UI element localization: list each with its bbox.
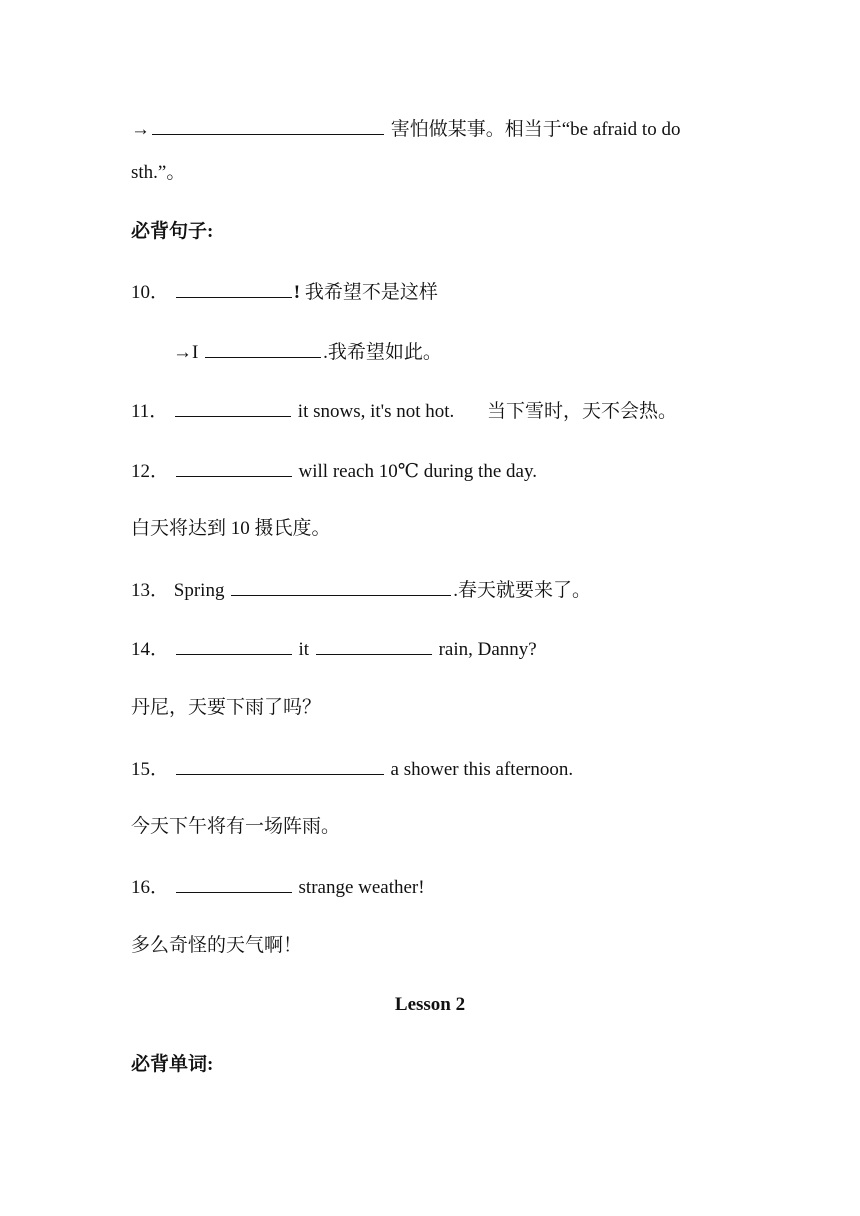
item-15-translation bbox=[131, 815, 760, 839]
lesson-title-text: Lesson 2 bbox=[394, 994, 466, 1015]
blank-field[interactable] bbox=[176, 636, 292, 655]
section-heading-text: 必背单词: bbox=[131, 1054, 214, 1075]
item-14 bbox=[131, 636, 760, 662]
item-10-reply bbox=[173, 339, 760, 365]
item-10 bbox=[131, 279, 760, 305]
item-cn-text: 当下雪时，天不会热。 bbox=[487, 401, 678, 422]
lesson-title bbox=[0, 993, 860, 1017]
blank-field[interactable] bbox=[175, 398, 291, 417]
blank-field[interactable] bbox=[176, 756, 384, 775]
item-mid-text: it bbox=[298, 639, 310, 660]
item-number: 15． bbox=[131, 759, 170, 780]
item-en-text: will reach 10℃ during the day. bbox=[298, 461, 537, 482]
blank-field[interactable] bbox=[231, 577, 451, 596]
item-16 bbox=[131, 874, 760, 900]
item-en-text: it snows, it's not hot. bbox=[297, 401, 455, 422]
item-14-translation bbox=[131, 696, 760, 720]
blank-field[interactable] bbox=[316, 636, 432, 655]
item-number: 12． bbox=[131, 461, 170, 482]
section-heading-sentences bbox=[131, 220, 760, 244]
item-number: 13． bbox=[131, 580, 170, 601]
translation-text: 多么奇怪的天气啊！ bbox=[131, 935, 303, 956]
item-number: 16． bbox=[131, 877, 170, 898]
blank-field[interactable] bbox=[176, 874, 292, 893]
item-en-text: a shower this afternoon. bbox=[390, 759, 574, 780]
blank-field[interactable] bbox=[176, 279, 292, 298]
phrase-line-continued bbox=[131, 161, 760, 185]
item-12 bbox=[131, 458, 760, 484]
translation-text: 丹尼，天要下雨了吗？ bbox=[131, 697, 322, 718]
phrase-text-continued: sth.”。 bbox=[131, 162, 186, 183]
item-en-text: strange weather! bbox=[298, 877, 425, 898]
section-heading-text: 必背句子: bbox=[131, 221, 214, 242]
item-15 bbox=[131, 756, 760, 782]
exclamation-mark: ! bbox=[293, 282, 301, 303]
item-prefix: Spring bbox=[173, 580, 225, 601]
translation-text: 今天下午将有一场阵雨。 bbox=[131, 816, 341, 837]
blank-field[interactable] bbox=[176, 458, 292, 477]
item-12-translation bbox=[131, 517, 760, 541]
phrase-text: 害怕做某事。相当于“be afraid to do bbox=[390, 119, 681, 140]
item-number: 11． bbox=[131, 401, 169, 422]
item-13 bbox=[131, 577, 760, 603]
blank-field[interactable] bbox=[152, 116, 384, 135]
translation-text: 白天将达到 10 摄氏度。 bbox=[131, 518, 331, 539]
section-heading-words bbox=[131, 1053, 760, 1077]
item-number: 10． bbox=[131, 282, 170, 303]
phrase-line bbox=[131, 116, 760, 142]
reply-prefix: →I bbox=[173, 342, 199, 363]
item-11 bbox=[131, 398, 760, 424]
item-suffix: .春天就要来了。 bbox=[453, 580, 591, 601]
blank-field[interactable] bbox=[205, 339, 321, 358]
arrow-text: → bbox=[131, 119, 150, 140]
reply-suffix: .我希望如此。 bbox=[323, 342, 442, 363]
item-suffix: rain, Danny? bbox=[438, 639, 537, 660]
item-cn-text: 我希望不是这样 bbox=[304, 282, 438, 303]
item-number: 14． bbox=[131, 639, 170, 660]
item-16-translation bbox=[131, 934, 760, 958]
